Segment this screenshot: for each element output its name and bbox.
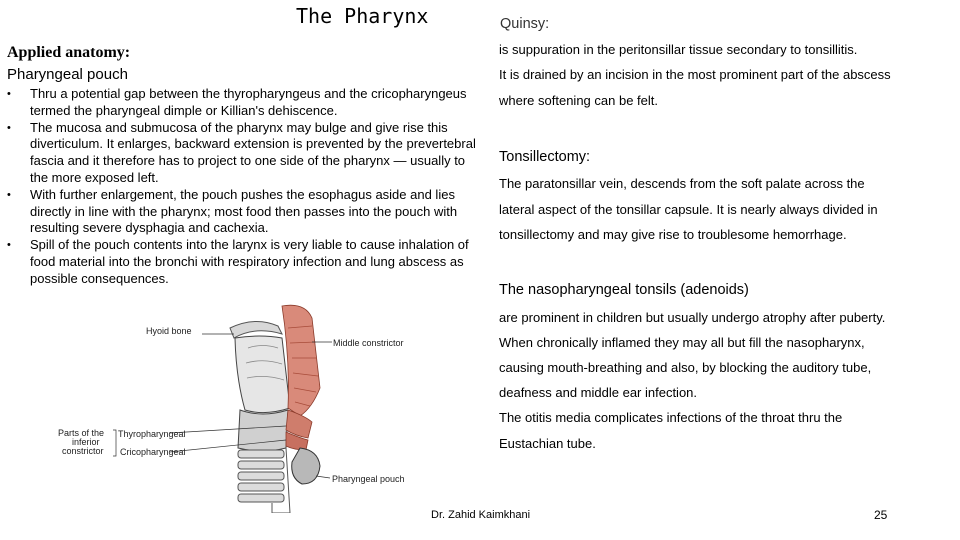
- bullet-item: • Spill of the pouch contents into the larynx is very liable to cause inhalation of food material into the bronchi with respiratory infection and lung abscess as possible consequences.: [7, 237, 482, 287]
- thyropharyngeal-label: Thyropharyngeal: [118, 429, 186, 439]
- pharyngeal-pouch-shape: [292, 448, 320, 484]
- slide-title: The Pharynx: [296, 4, 429, 28]
- tonsillectomy-line: tonsillectomy and may give rise to troublesome hemorrhage.: [499, 227, 847, 242]
- middle-constrictor-label: Middle constrictor: [333, 338, 404, 348]
- quinsy-line: where softening can be felt.: [499, 93, 658, 108]
- hyoid-bone-shape: [230, 321, 282, 338]
- pouch-bullet-list: [7, 86, 482, 288]
- tonsillectomy-line: The paratonsillar vein, descends from the soft palate across the: [499, 176, 865, 191]
- adenoids-line: When chronically inflamed they may all but fill the nasopharynx,: [499, 335, 865, 350]
- tonsillectomy-line: lateral aspect of the tonsillar capsule. It is nearly always divided in: [499, 202, 878, 217]
- quinsy-line: It is drained by an incision in the most prominent part of the abscess: [499, 67, 891, 82]
- applied-anatomy-heading: Applied anatomy:: [7, 44, 131, 61]
- pharyngeal-pouch-subheading: Pharyngeal pouch: [7, 66, 128, 83]
- bullet-item: • With further enlargement, the pouch pushes the esophagus aside and lies directly in line with the pharynx; most food then passes into the pouch with resulting severe dysphagia and cachexia.: [7, 187, 482, 237]
- adenoids-line: causing mouth-breathing and also, by blocking the auditory tube,: [499, 360, 872, 375]
- adenoids-line: are prominent in children but usually undergo atrophy after puberty.: [499, 310, 886, 325]
- pharyngeal-pouch-label: Pharyngeal pouch: [332, 474, 405, 484]
- adenoids-heading: The nasopharyngeal tonsils (adenoids): [499, 282, 749, 298]
- thyroid-cartilage-shape: [235, 336, 290, 413]
- quinsy-heading: Quinsy:: [500, 16, 550, 32]
- adenoids-line: deafness and middle ear infection.: [499, 385, 698, 400]
- parts-label-line2: inferior: [72, 437, 100, 447]
- page-number: 25: [874, 508, 888, 522]
- adenoids-line: Eustachian tube.: [499, 436, 596, 451]
- cricopharyngeal-label: Cricopharyngeal: [120, 447, 186, 457]
- parts-label-line3: constrictor: [62, 446, 104, 456]
- bullet-item: • Thru a potential gap between the thyropharyngeus and the cricopharyngeus termed the pharyngeal dimple or Killian's dehiscence.: [7, 86, 482, 120]
- pharynx-anatomy-figure: [50, 298, 420, 513]
- trachea-rings: [238, 450, 284, 502]
- cricoid-shape: [238, 410, 288, 451]
- author-footer: Dr. Zahid Kaimkhani: [431, 509, 531, 521]
- hyoid-bone-label: Hyoid bone: [146, 326, 192, 336]
- quinsy-line: is suppuration in the peritonsillar tissue secondary to tonsillitis.: [499, 42, 858, 57]
- parts-label-line1: Parts of the: [58, 428, 105, 438]
- tonsillectomy-heading: Tonsillectomy:: [499, 149, 591, 165]
- adenoids-line: The otitis media complicates infections of the throat thru the: [499, 410, 843, 425]
- bullet-item: • The mucosa and submucosa of the pharynx may bulge and give rise this diverticulum. It enlarges, backward extension is prevented by the prevertebral fascia and it therefore has to project to one side of the pharynx — usually to the more exposed left.: [7, 120, 482, 187]
